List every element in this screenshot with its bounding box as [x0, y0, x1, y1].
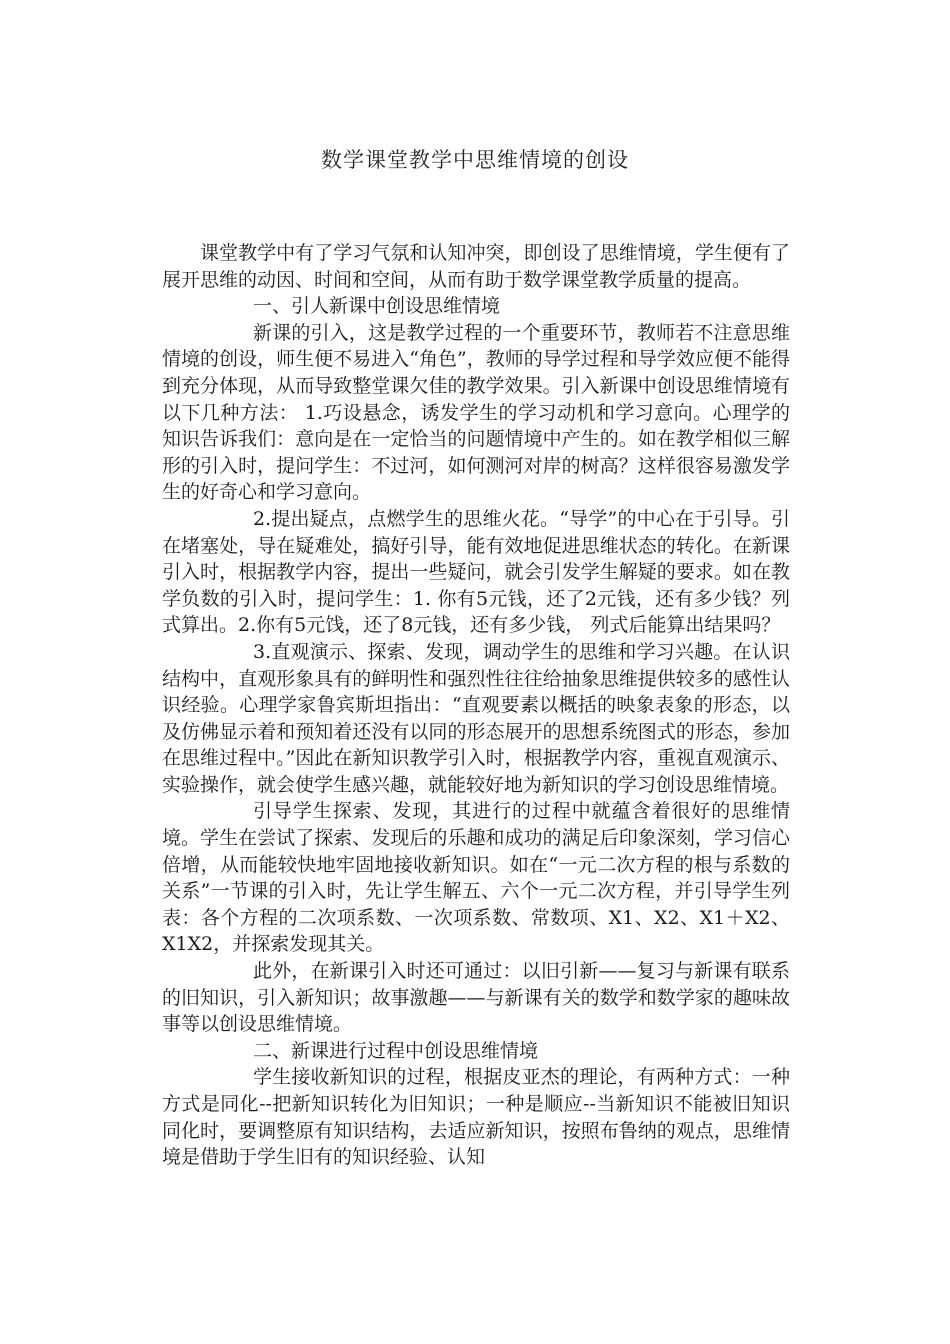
section-heading-1: 一、引人新课中创设思维情境	[253, 295, 501, 318]
paragraph: 3.直观演示、探索、发现，调动学生的思维和学习兴趣。在认识结构中，直观形象具有的鲜明性和强烈性往往给抽象思维提供较多的感性认识经验。心理学家鲁宾斯坦指出：“直观要素以概括的映象表象的形态，以及仿佛显示着和预知着还没有以同的形态展开的思想系统图式的形态，参加在思维过程中。”因此在新知识教学引入时，根据教学内容，重视直观演示、实验操作，就会使学生感兴趣，就能较好地为新知识的学习创设思维情境。	[162, 640, 790, 796]
paragraph: 此外，在新课引入时还可通过：以旧引新——复习与新课有联系的旧知识，引入新知识；故事激趣——与新课有关的数学和数学家的趣味故事等以创设思维情境。	[162, 960, 790, 1036]
paragraph: 学生接收新知识的过程，根据皮亚杰的理论，有两种方式：一种方式是同化--把新知识转化为旧知识；一种是顺应--当新知识不能被旧知识同化时，要调整原有知识结构，去适应新知识，按照布鲁纳的观点，思维情境是借助于学生旧有的知识经验、认知	[162, 1066, 790, 1169]
section-heading-2: 二、新课进行过程中创设思维情境	[253, 1039, 539, 1062]
page-title: 数学课堂教学中思维情境的创设	[321, 148, 629, 172]
paragraph: 新课的引入，这是教学过程的一个重要环节，教师若不注意思维情境的创设，师生便不易进入“角色”，教师的导学过程和导学效应便不能得到充分体现，从而导致整堂课欠佳的教学效果。引入新课中创设思维情境有以下几种方法： 1.巧设悬念，诱发学生的学习动机和学习意向。心理学的知识告诉我们：意向是在一定恰当的问题情境中产生的。如在教学相似三解形的引入时，提问学生：不过河，如何测河对岸的树高？这样很容易激发学生的好奇心和学习意向。	[162, 321, 790, 504]
paragraph: 引导学生探索、发现，其进行的过程中就蕴含着很好的思维情境。学生在尝试了探索、发现后的乐趣和成功的满足后印象深刻，学习信心倍增，从而能较快地牢固地接收新知识。如在“一元二次方程的根与系数的关系”一节课的引入时，先让学生解五、六个一元二次方程，并引导学生列表：各个方程的二次项系数、一次项系数、常数项、X1、X2、X1＋X2、X1X2，并探索发现其关。	[162, 800, 790, 956]
paragraph: 2.提出疑点，点燃学生的思维火花。“导学”的中心在于引导。引在堵塞处，导在疑难处，搞好引导，能有效地促进思维状态的转化。在新课引入时，根据教学内容，提出一些疑问，就会引发学生解疑的要求。如在教学负数的引入时，提问学生：1. 你有5元钱，还了2元钱，还有多少钱？列式算出。2.你有5元饯，还了8元钱，还有多少钱， 列式后能算出结果吗？	[162, 507, 790, 637]
document-body	[162, 240, 790, 1171]
paragraph-intro: 课堂教学中有了学习气氛和认知冲突，即创设了思维情境，学生便有了展开思维的动因、时间和空间，从而有助于数学课堂教学质量的提高。	[162, 242, 790, 291]
